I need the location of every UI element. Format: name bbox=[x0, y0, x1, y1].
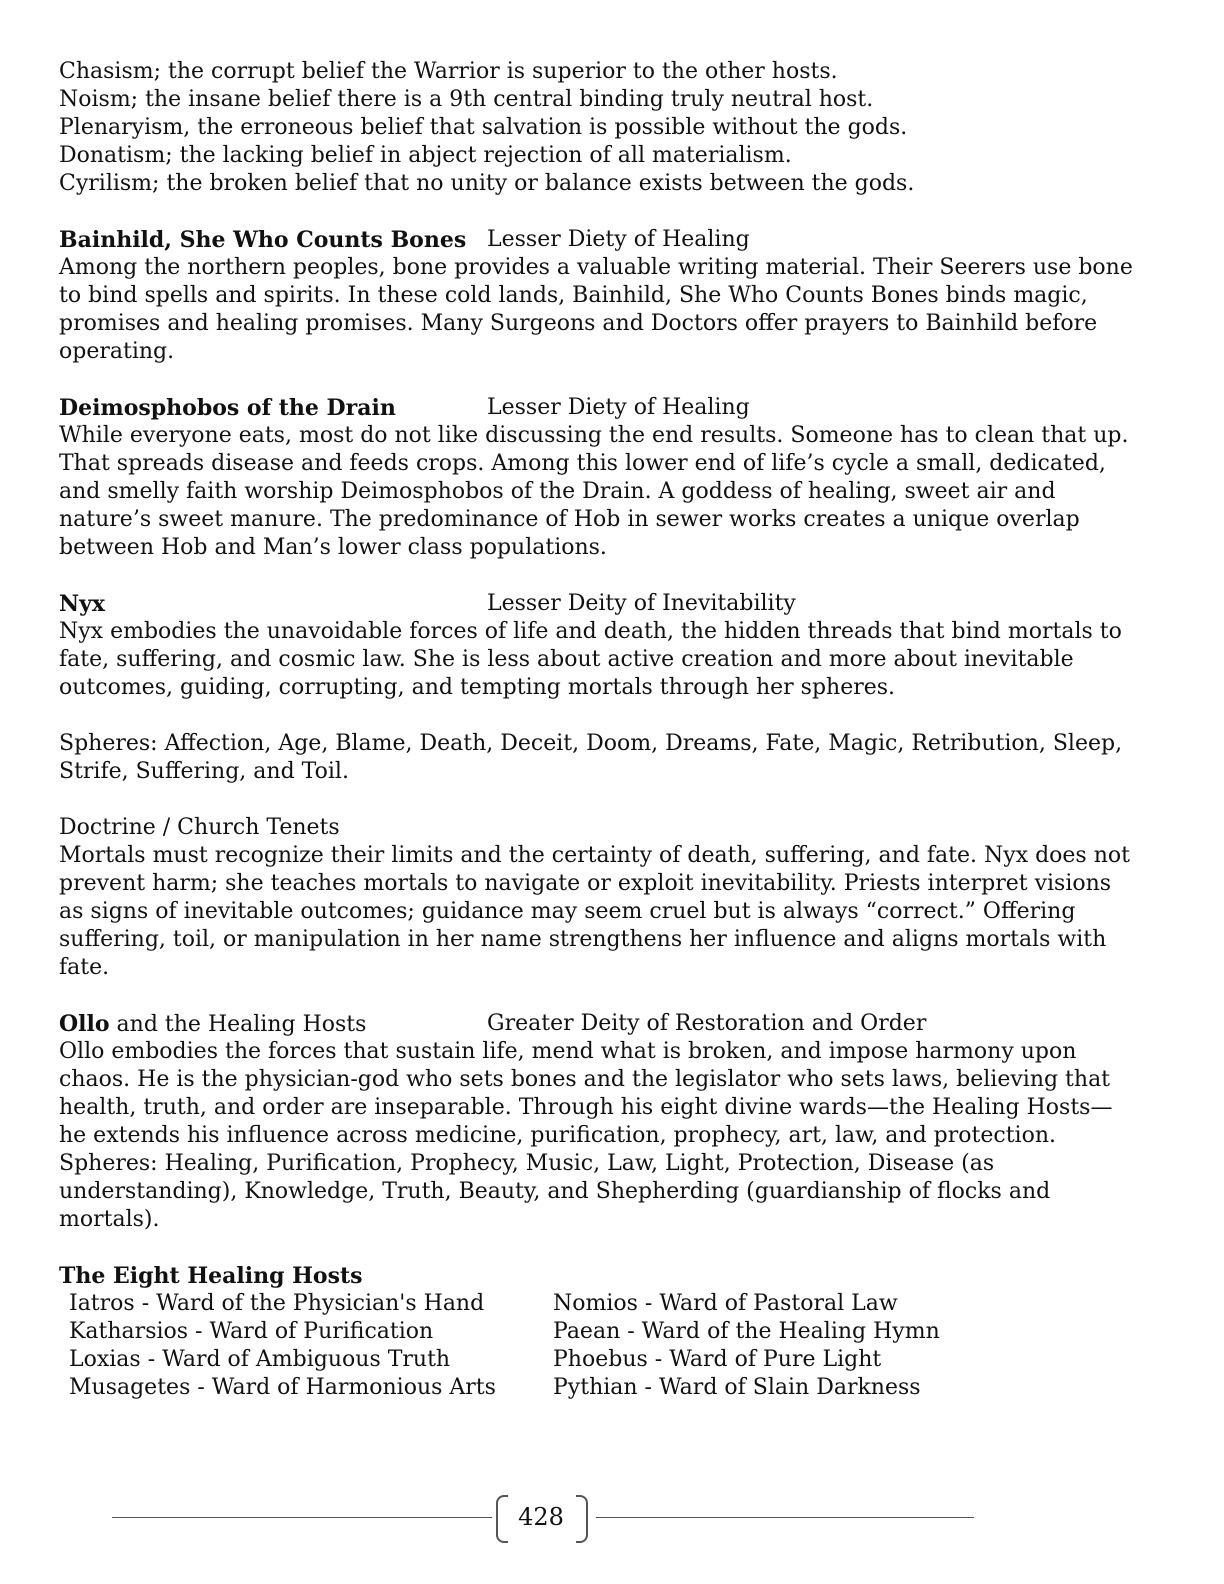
hosts-left-column bbox=[69, 1290, 496, 1402]
host-item: Pythian - Ward of Slain Darkness bbox=[553, 1375, 921, 1400]
entry-deimosphobos bbox=[59, 394, 1129, 562]
heresy-line: Chasism; the corrupt belief the Warrior is superior to the other hosts. bbox=[59, 59, 838, 84]
body-line: That spreads disease and feeds crops. Among this lower end of life’s cycle a small, dedicated, bbox=[59, 451, 1106, 476]
deity-name: Deimosphobos of the Drain bbox=[59, 395, 396, 421]
doctrine-line: Mortals must recognize their limits and the certainty of death, suffering, and fate. Nyx does not bbox=[59, 843, 1130, 868]
doctrine-line: as signs of inevitable outcomes; guidance may seem cruel but is always “correct.” Offering bbox=[59, 899, 1076, 924]
body-line: While everyone eats, most do not like discussing the end results. Someone has to clean that up. bbox=[59, 423, 1129, 448]
host-item: Iatros - Ward of the Physician's Hand bbox=[69, 1291, 485, 1316]
body-line: he extends his influence across medicine, purification, prophecy, art, law, and protection. bbox=[59, 1123, 1056, 1148]
entry-header bbox=[59, 226, 1059, 254]
body-line: Spheres: Healing, Purification, Prophecy, Music, Law, Light, Protection, Disease (as bbox=[59, 1151, 995, 1176]
heresy-line: Noism; the insane belief there is a 9th central binding truly neutral host. bbox=[59, 87, 874, 112]
host-item: Katharsios - Ward of Purification bbox=[69, 1319, 434, 1344]
healing-hosts bbox=[59, 1262, 1059, 1402]
body-line: operating. bbox=[59, 339, 175, 364]
heresy-list bbox=[59, 58, 1059, 198]
entry-ollo bbox=[59, 1010, 1113, 1234]
entry-header bbox=[59, 590, 1059, 618]
hosts-title: The Eight Healing Hosts bbox=[59, 1263, 363, 1289]
deity-name-rest: and the Healing Hosts bbox=[109, 1012, 367, 1037]
body-line: nature’s sweet manure. The predominance of Hob in sewer works creates a unique overlap bbox=[59, 507, 1080, 532]
hosts-table bbox=[69, 1290, 1059, 1402]
doctrine-title: Doctrine / Church Tenets bbox=[59, 815, 340, 840]
host-item: Loxias - Ward of Ambiguous Truth bbox=[69, 1347, 451, 1372]
body-line: Among the northern peoples, bone provides a valuable writing material. Their Seerers use bone bbox=[59, 255, 1133, 280]
body-line: promises and healing promises. Many Surgeons and Doctors offer prayers to Bainhild before bbox=[59, 311, 1098, 336]
host-item: Paean - Ward of the Healing Hymn bbox=[553, 1319, 940, 1344]
entry-header bbox=[59, 394, 1059, 422]
heresy-line: Cyrilism; the broken belief that no unity or balance exists between the gods. bbox=[59, 171, 915, 196]
body-line: and smelly faith worship Deimosphobos of the Drain. A goddess of healing, sweet air and bbox=[59, 479, 1056, 504]
page-footer bbox=[112, 1495, 974, 1541]
spheres-line: Spheres: Affection, Age, Blame, Death, Deceit, Doom, Dreams, Fate, Magic, Retribution, Sleep, bbox=[59, 731, 1123, 756]
heresy-line: Plenaryism, the erroneous belief that salvation is possible without the gods. bbox=[59, 115, 908, 140]
body-line: health, truth, and order are inseparable. Through his eight divine wards—the Healing Hosts— bbox=[59, 1095, 1113, 1120]
host-item: Phoebus - Ward of Pure Light bbox=[553, 1347, 882, 1372]
deity-rank: Lesser Diety of Healing bbox=[487, 395, 750, 420]
page-number: 428 bbox=[518, 1503, 564, 1531]
body-line: chaos. He is the physician-god who sets bones and the legislator who sets laws, believing that bbox=[59, 1067, 1111, 1092]
deity-rank: Lesser Deity of Inevitability bbox=[487, 591, 796, 616]
deity-name: Bainhild, She Who Counts Bones bbox=[59, 227, 467, 253]
page-content bbox=[59, 58, 1133, 1402]
entry-header bbox=[59, 1010, 1059, 1038]
doctrine-line: suffering, toil, or manipulation in her name strengthens her influence and aligns mortals with bbox=[59, 927, 1107, 952]
body-line: Nyx embodies the unavoidable forces of life and death, the hidden threads that bind mortals to bbox=[59, 619, 1122, 644]
deity-rank: Greater Deity of Restoration and Order bbox=[487, 1011, 927, 1036]
body-line: Ollo embodies the forces that sustain life, mend what is broken, and impose harmony upon bbox=[59, 1039, 1077, 1064]
heresy-line: Donatism; the lacking belief in abject rejection of all materialism. bbox=[59, 143, 792, 168]
deity-rank: Lesser Diety of Healing bbox=[487, 227, 750, 252]
footer-rule-left bbox=[112, 1517, 492, 1518]
footer-rule-right bbox=[596, 1517, 974, 1518]
entry-nyx bbox=[59, 590, 1130, 982]
body-line: outcomes, guiding, corrupting, and tempting mortals through her spheres. bbox=[59, 675, 896, 700]
right-bracket-icon bbox=[576, 1495, 588, 1543]
entry-bainhild bbox=[59, 226, 1133, 366]
doctrine-line: fate. bbox=[59, 955, 110, 980]
body-line: between Hob and Man’s lower class populations. bbox=[59, 535, 607, 560]
body-line: to bind spells and spirits. In these cold lands, Bainhild, She Who Counts Bones binds magic, bbox=[59, 283, 1088, 308]
doctrine-line: prevent harm; she teaches mortals to navigate or exploit inevitability. Priests interpret visions bbox=[59, 871, 1112, 896]
body-line: understanding), Knowledge, Truth, Beauty, and Shepherding (guardianship of flocks and bbox=[59, 1179, 1051, 1204]
hosts-right-column bbox=[553, 1290, 940, 1402]
spheres-line: Strife, Suffering, and Toil. bbox=[59, 759, 349, 784]
host-item: Nomios - Ward of Pastoral Law bbox=[553, 1291, 898, 1316]
deity-name: Nyx bbox=[59, 591, 106, 617]
body-line: fate, suffering, and cosmic law. She is less about active creation and more about inevitable bbox=[59, 647, 1074, 672]
deity-name: Ollo bbox=[59, 1011, 110, 1037]
host-item: Musagetes - Ward of Harmonious Arts bbox=[69, 1375, 496, 1400]
body-line: mortals). bbox=[59, 1207, 160, 1232]
